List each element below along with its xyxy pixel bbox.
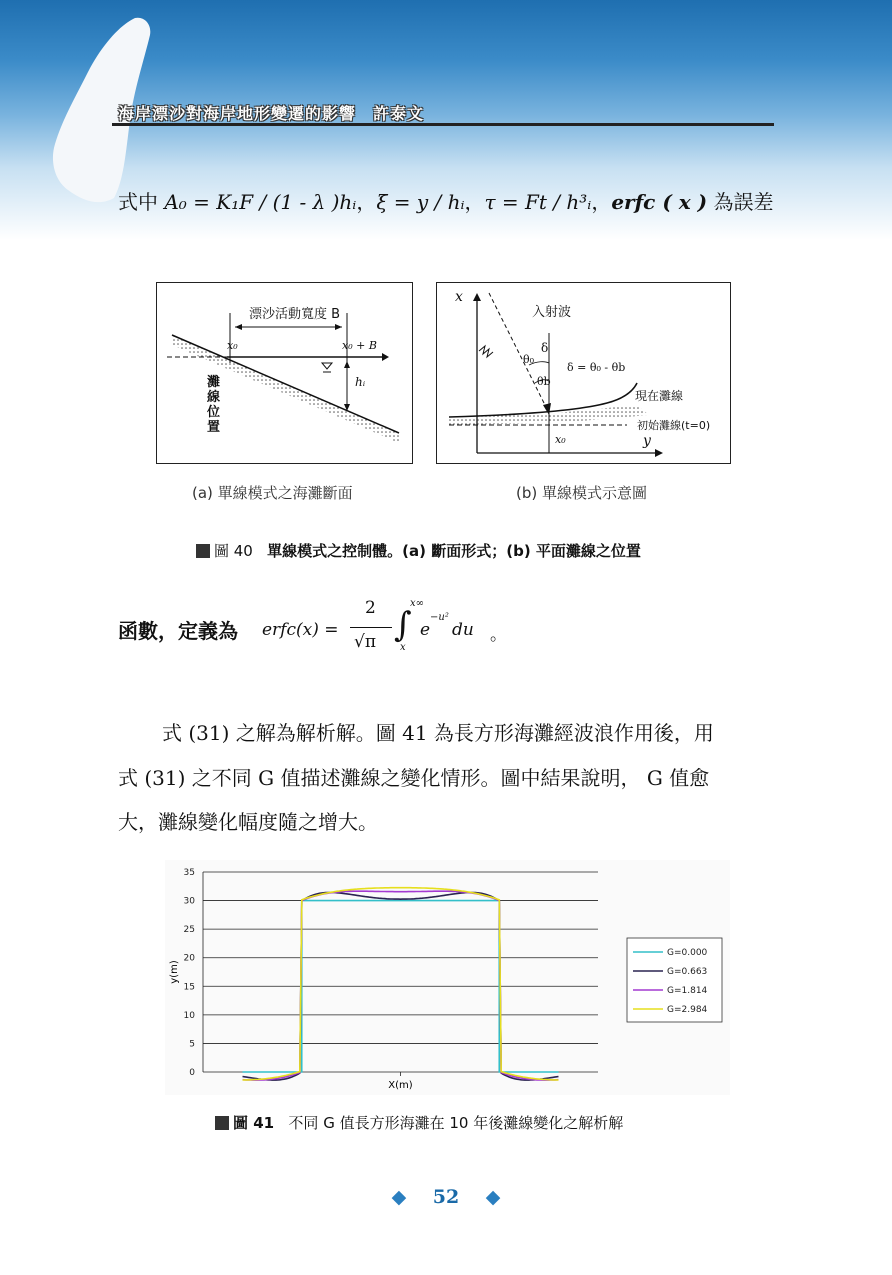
x0-label: x₀ <box>227 339 238 352</box>
legend-label: G=0.663 <box>667 967 708 977</box>
header-rule <box>112 123 774 126</box>
figure40-panel-b <box>436 282 731 464</box>
formula-tau: τ = Ft / h³ᵢ <box>484 190 592 214</box>
page-number <box>0 1186 892 1208</box>
legend-label: G=1.814 <box>667 986 708 996</box>
formula-suffix: 為誤差 <box>713 190 774 214</box>
formula-a0: A₀ = K₁F / (1 - λ )hᵢ <box>164 190 357 214</box>
y-tick-label: 35 <box>183 868 195 878</box>
x0-label-b: x₀ <box>555 433 566 446</box>
relation-label: δ = θ₀ - θb <box>567 361 626 374</box>
integrand: e <box>420 620 431 640</box>
caption-marker-icon <box>215 1116 229 1130</box>
pos-char: 線 <box>207 390 221 405</box>
y-tick-label: 20 <box>183 953 195 964</box>
y-tick-label: 25 <box>183 925 195 936</box>
paragraph-line-1: 式 (31) 之解為解析解。圖 41 為長方形海灘經波浪作用後，用 <box>162 721 714 745</box>
sep: ， <box>356 190 377 214</box>
caption-num: 圖 40 <box>214 542 253 560</box>
definition-line <box>118 615 238 644</box>
series-line-2 <box>243 891 559 1080</box>
sep: ， <box>464 190 485 214</box>
header-title: 海岸漂沙對海岸地形變遷的影響 許泰文 <box>118 104 425 123</box>
frac-bar <box>350 627 392 628</box>
paragraph-line-3: 大，灘線變化幅度隨之增大。 <box>118 810 378 834</box>
theta0-label: θ₀ <box>523 353 535 366</box>
period: 。 <box>490 625 507 645</box>
x0b-label: x₀ + B <box>342 339 377 352</box>
exponent: −u² <box>430 612 449 623</box>
y-axis-label: y(m) <box>169 960 180 984</box>
delta-label: δ <box>541 341 549 355</box>
axis-x-label: x <box>455 289 463 305</box>
shoreline-position-label <box>207 375 220 435</box>
sep: ， <box>591 190 612 214</box>
figure40-subcaption-b: (b) 單線模式示意圖 <box>516 484 647 502</box>
current-shoreline-label: 現在灘線 <box>635 389 684 403</box>
caption-text: 單線模式之控制體。(a) 斷面形式；(b) 平面灘線之位置 <box>267 542 641 560</box>
definition-prefix: 函數，定義為 <box>118 619 238 643</box>
y-tick-label: 10 <box>183 1010 195 1021</box>
figure40-caption <box>196 540 641 561</box>
figure41-chart <box>165 860 730 1095</box>
diamond-right-icon: ◆ <box>485 1186 501 1208</box>
formula-line <box>118 186 773 215</box>
shoreline-chart <box>165 860 730 1095</box>
erfc-lhs: erfc(x) = <box>262 620 339 640</box>
pos-char: 位 <box>207 405 221 420</box>
initial-shoreline-label: 初始灘線(t=0) <box>637 419 711 432</box>
integral-sign: ∫ <box>394 605 412 645</box>
caption-marker-icon <box>196 544 210 558</box>
pos-char: 灘 <box>207 375 221 390</box>
y-tick-label: 0 <box>189 1068 195 1078</box>
hi-label: hᵢ <box>355 375 366 389</box>
legend-label: G=0.000 <box>667 948 708 958</box>
frac-den: √π <box>354 632 377 652</box>
series-line-3 <box>243 888 559 1080</box>
formula-xi: ξ = y / hᵢ <box>376 190 465 214</box>
int-lower: x <box>400 642 406 653</box>
legend-label: G=2.984 <box>667 1005 708 1015</box>
page-number-text: 52 <box>432 1186 460 1208</box>
incident-wave-label: 入射波 <box>532 305 572 320</box>
int-upper: x∞ <box>410 598 424 609</box>
y-tick-label: 15 <box>183 982 195 993</box>
y-tick-label: 30 <box>183 896 195 907</box>
frac-num: 2 <box>365 598 376 618</box>
thetab-label: θb <box>537 375 551 388</box>
caption-text: 不同 G 值長方形海灘在 10 年後灘線變化之解析解 <box>288 1114 624 1132</box>
figure41-caption <box>215 1112 623 1133</box>
erfc-definition <box>262 598 512 658</box>
width-label: 漂沙活動寬度 B <box>249 307 341 322</box>
pos-char: 置 <box>207 420 221 435</box>
diamond-left-icon: ◆ <box>391 1186 407 1208</box>
formula-prefix: 式中 <box>118 190 158 214</box>
caption-num: 圖 41 <box>233 1114 275 1132</box>
du: du <box>452 620 474 640</box>
formula-erfc: erfc ( x ) <box>611 190 708 214</box>
figure40-subcaption-a: (a) 單線模式之海灘斷面 <box>192 484 353 502</box>
y-tick-label: 5 <box>189 1039 195 1050</box>
figure40-panel-a <box>156 282 413 464</box>
axis-y-label: y <box>643 433 651 449</box>
paragraph-line-2: 式 (31) 之不同 G 值描述灘線之變化情形。圖中結果說明， G 值愈 <box>118 766 710 790</box>
x-axis-label: X(m) <box>388 1080 413 1091</box>
